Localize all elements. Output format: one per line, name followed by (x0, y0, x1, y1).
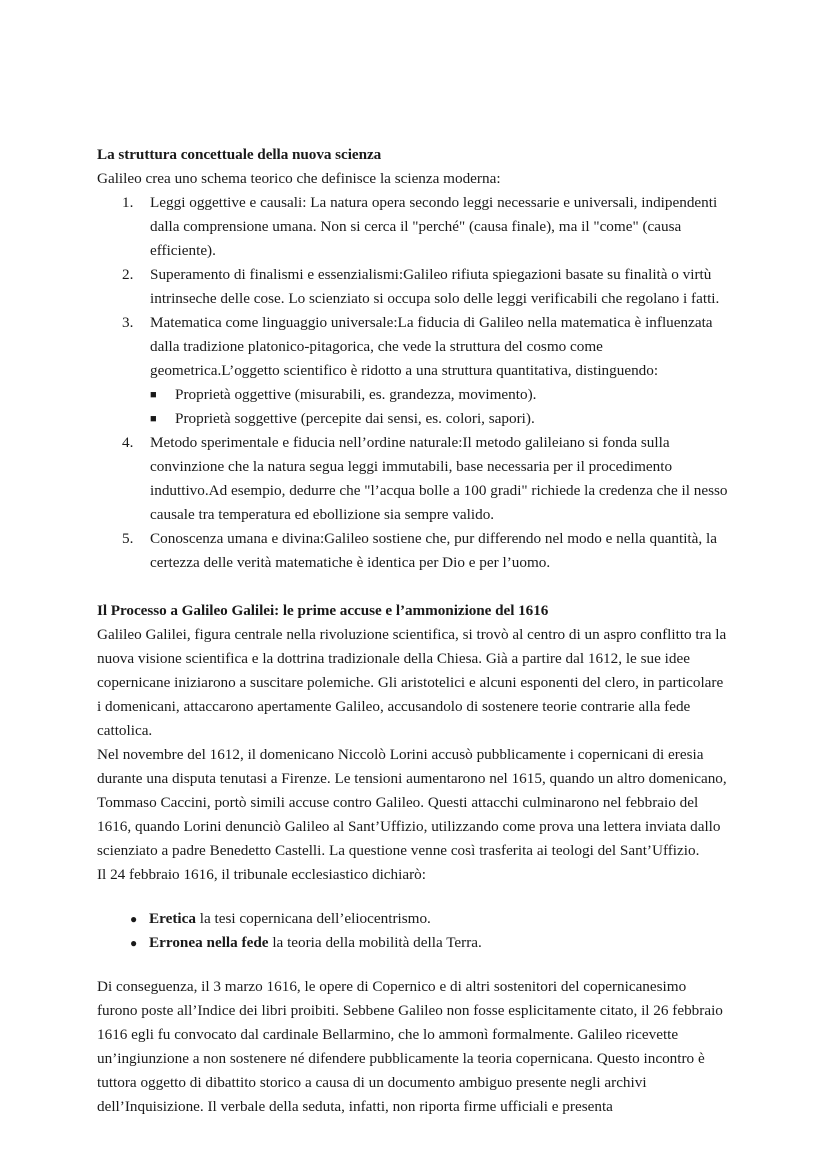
numbered-list-principi (97, 191, 730, 383)
paragraph-accuse-lorini: Nel novembre del 1612, il domenicano Niccolò Lorini accusò pubblicamente i copernicani di eresia durante una disputa tenutasi a Firenze. Le tensioni aumentarono nel 1615, quando un altro domenicano, Tommaso Caccini, portò simili accuse contro Galileo. Questi attacchi culminarono nel febbraio del 1616, quando Lorini denunciò Galileo al Sant’Uffizio, utilizzando come prova una lettera inviata dallo scienziato a padre Benedetto Castelli. La questione venne così trasferita ai teologi del Sant’Uffizio. (97, 746, 727, 859)
round-bullet-icon: ● (130, 936, 138, 950)
numbered-list-principi-cont (97, 431, 730, 575)
verdict-description: la tesi copernicana dell’eliocentrismo. (195, 910, 431, 927)
list-item (97, 907, 730, 931)
list-number-marker (122, 431, 144, 455)
list-number-marker (122, 263, 144, 287)
list-item (97, 527, 730, 575)
list-item (97, 407, 730, 431)
bullet-list-verdetto (97, 907, 730, 955)
list-spacer-top (97, 887, 730, 907)
list-item (97, 311, 730, 383)
list-item (97, 431, 730, 527)
section-heading-struttura-concettuale: La struttura concettuale della nuova scienza (97, 146, 382, 163)
list-spacer-bottom (97, 955, 730, 975)
list-item-text: Superamento di finalismi e essenzialismi:Galileo rifiuta spiegazioni basate su finalità o virtù intrinseche delle cose. Lo scienziato si occupa solo delle leggi verificabili che regolano i fatti. (150, 266, 720, 307)
list-number-marker (122, 311, 144, 335)
list-item-text: Conoscenza umana e divina:Galileo sostiene che, pur differendo nel modo e nella quantità, la certezza delle verità matematiche è identica per Dio e per l’uomo. (150, 530, 717, 571)
list-item-text: Metodo sperimentale e fiducia nell’ordine naturale:Il metodo galileiano si fonda sulla convinzione che la natura segua leggi immutabili, base necessaria per il procedimento induttivo.Ad esempio, dedurre che "l’acqua bolle a 100 gradi" richiede la credenza che il nesso causale tra temperatura ed ebollizione sia sempre valido. (150, 434, 728, 523)
document-body (97, 143, 730, 1119)
verdict-description: la teoria della mobilità della Terra. (268, 934, 482, 951)
square-bullet-icon: ■ (150, 413, 157, 425)
list-item (97, 263, 730, 311)
list-item-text: Matematica come linguaggio universale:La fiducia di Galileo nella matematica è influenzata dalla tradizione platonico-pitagorica, che vede la struttura del cosmo come geometrica.L’oggetto scientifico è ridotto a una struttura quantitativa, distinguendo: (150, 314, 713, 379)
list-item-text: Proprietà oggettive (misurabili, es. grandezza, movimento). (175, 386, 537, 403)
verdict-term: Erronea nella fede (149, 934, 269, 951)
section-heading-processo-galileo: Il Processo a Galileo Galilei: le prime accuse e l’ammonizione del 1616 (97, 602, 549, 619)
section-spacer (97, 575, 730, 599)
list-item-text: Proprietà soggettive (percepite dai sensi, es. colori, sapori). (175, 410, 535, 427)
list-item (97, 191, 730, 263)
verdict-term: Eretica (149, 910, 196, 927)
round-bullet-icon: ● (130, 912, 138, 926)
list-item (97, 931, 730, 955)
sublist-proprieta (97, 383, 730, 431)
list-item-text: Leggi oggettive e causali: La natura opera secondo leggi necessarie e universali, indipendenti dalla comprensione umana. Non si cerca il "perché" (causa finale), ma il "come" (causa efficiente). (150, 194, 718, 259)
list-number-marker (122, 527, 144, 551)
list-item (97, 383, 730, 407)
square-bullet-icon: ■ (150, 389, 157, 401)
paragraph-indice-libri-proibiti: Di conseguenza, il 3 marzo 1616, le opere di Copernico e di altri sostenitori del copernicanesimo furono poste all’Indice dei libri proibiti. Sebbene Galileo non fosse esplicitamente citato, il 26 febbraio 1616 egli fu convocato dal cardinale Bellarmino, che lo ammonì formalmente. Galileo ricevette un’ingiunzione a non sostenere né difendere pubblicamente la teoria copernicana. Questo incontro è tuttora oggetto di dibattito storico a causa di un documento ambiguo presente negli archivi dell’Inquisizione. Il verbale della seduta, infatti, non riporta firme ufficiali e presenta (97, 978, 723, 1115)
list-number-marker (122, 191, 144, 215)
paragraph-conflitto: Galileo Galilei, figura centrale nella rivoluzione scientifica, si trovò al centro di un aspro conflitto tra la nuova visione scientifica e la dottrina tradizionale della Chiesa. Già a partire dal 1612, le sue idee copernicane iniziarono a suscitare polemiche. Gli aristotelici e alcuni esponenti del clero, in particolare i domenicani, attaccarono apertamente Galileo, accusandolo di sostenere teorie contrarie alla fede cattolica. (97, 626, 727, 739)
section-intro-paragraph: Galileo crea uno schema teorico che definisce la scienza moderna: (97, 170, 501, 187)
paragraph-tribunale-dichiaro: Il 24 febbraio 1616, il tribunale ecclesiastico dichiarò: (97, 866, 426, 883)
